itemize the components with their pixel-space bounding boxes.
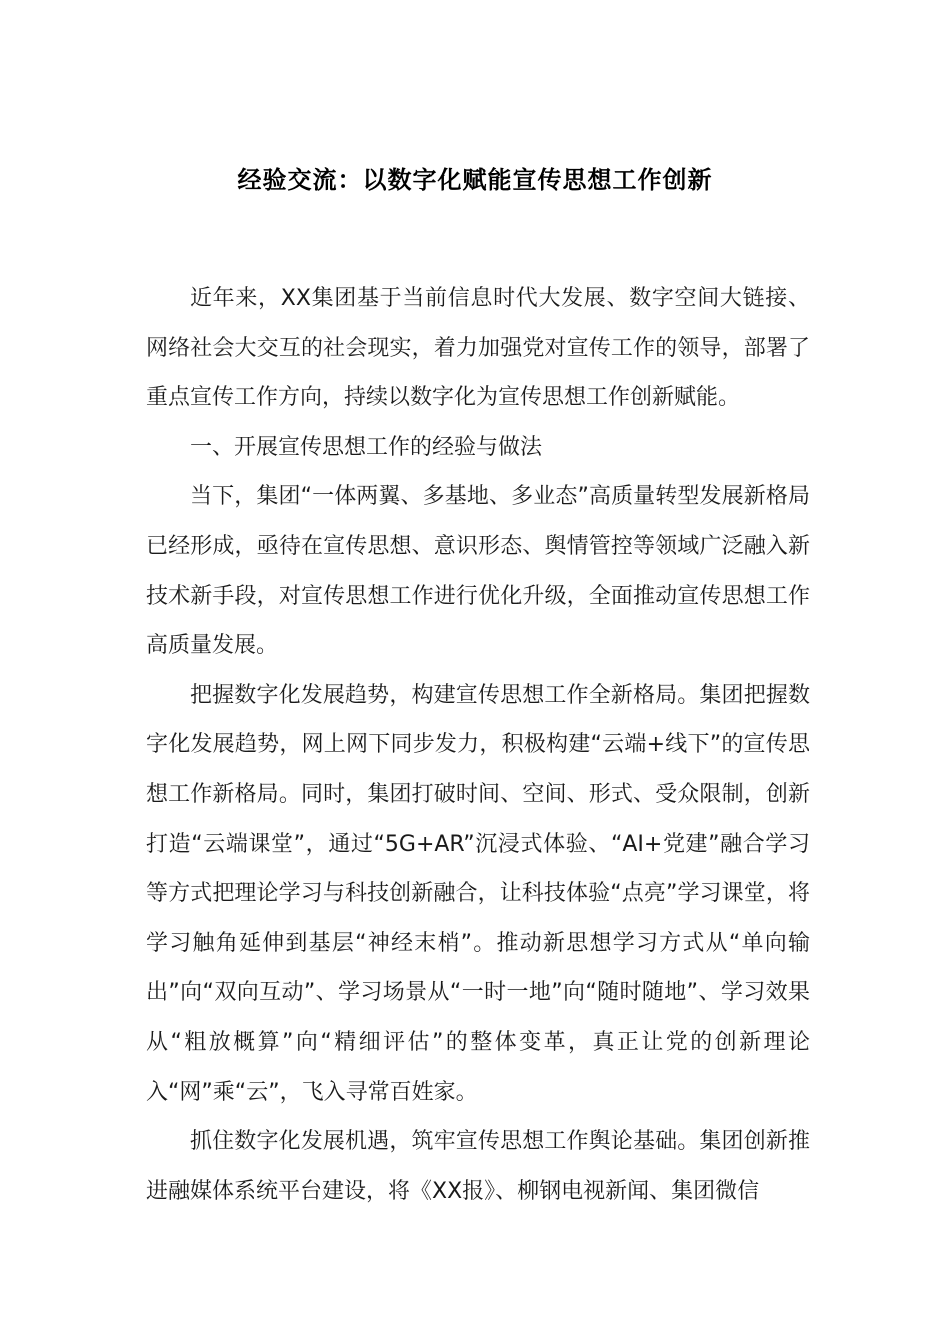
- document-body: [146, 274, 810, 1216]
- paragraph-trend: 把握数字化发展趋势，构建宣传思想工作全新格局。集团把握数字化发展趋势，网上网下同步发力，积极构建“云端+线下”的宣传思想工作新格局。同时，集团打破时间、空间、形式、受众限制，创新打造“云端课堂”，通过“5G+AR”沉浸式体验、“AI+党建”融合学习等方式把理论学习与科技创新融合，让科技体验“点亮”学习课堂，将学习触角延伸到基层“神经末梢”。推动新思想学习方式从“单向输出”向“双向互动”、学习场景从“一时一地”向“随时随地”、学习效果从“粗放概算”向“精细评估”的整体变革，真正让党的创新理论入“网”乘“云”，飞入寻常百姓家。: [146, 682, 810, 1105]
- paragraph-background: 当下，集团“一体两翼、多基地、多业态”高质量转型发展新格局已经形成，亟待在宣传思想、意识形态、舆情管控等领域广泛融入新技术新手段，对宣传思想工作进行优化升级，全面推动宣传思想工作高质量发展。: [146, 484, 810, 659]
- section-heading: 一、开展宣传思想工作的经验与做法: [190, 434, 543, 460]
- document-title: 经验交流：以数字化赋能宣传思想工作创新: [237, 166, 713, 194]
- paragraph-intro: 近年来，XX集团基于当前信息时代大发展、数字空间大链接、网络社会大交互的社会现实，着力加强党对宣传工作的领导，部署了重点宣传工作方向，持续以数字化为宣传思想工作创新赋能。: [146, 286, 810, 411]
- paragraph-opportunity: 抓住数字化发展机遇，筑牢宣传思想工作舆论基础。集团创新推进融媒体系统平台建设，将《XX报》、柳钢电视新闻、集团微信: [146, 1129, 810, 1204]
